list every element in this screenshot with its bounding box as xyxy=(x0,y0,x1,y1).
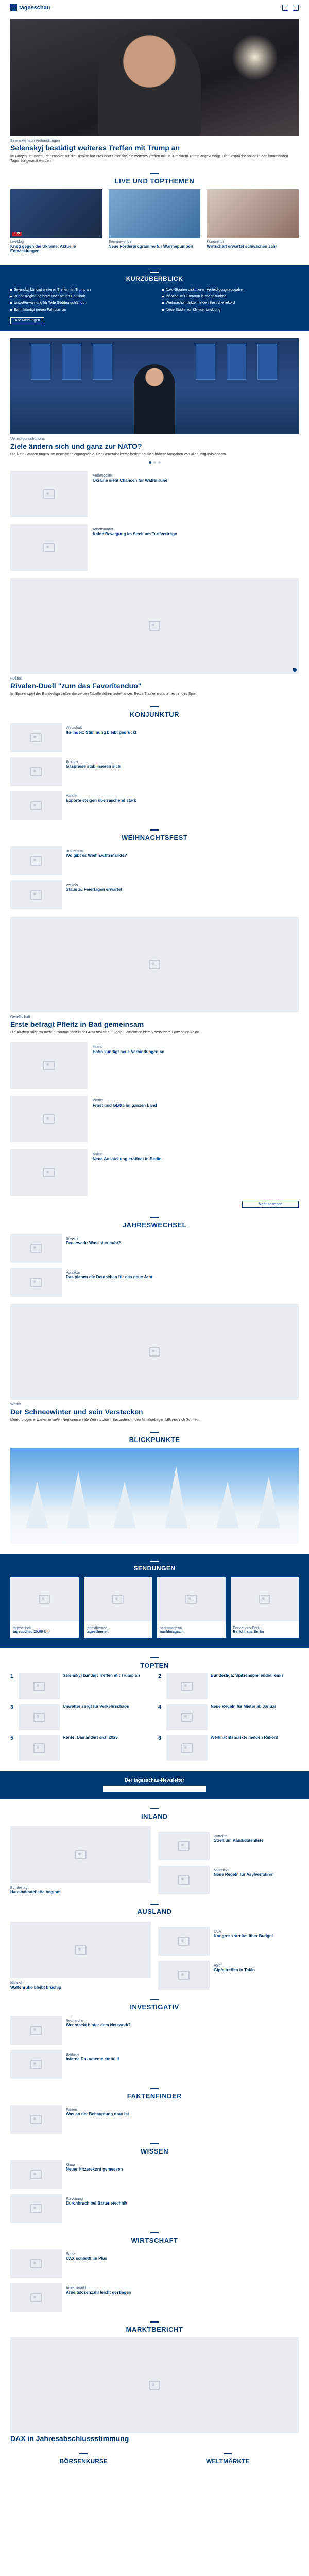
card-headline[interactable]: Bericht aus Berlin xyxy=(233,1630,264,1634)
flag-shape xyxy=(196,344,215,380)
image-icon xyxy=(149,2381,160,2390)
list-headline[interactable]: Gaspreise stabilisieren sich xyxy=(66,764,121,769)
image-icon xyxy=(43,543,55,552)
nato-image[interactable] xyxy=(10,338,299,434)
image-placeholder xyxy=(10,2283,62,2312)
topten-item[interactable] xyxy=(158,1704,299,1730)
broadcast-card[interactable] xyxy=(231,1577,299,1638)
list-item[interactable] xyxy=(10,846,299,875)
image-icon xyxy=(178,1937,190,1946)
tree-shape xyxy=(113,1482,136,1528)
topten-headline[interactable]: Unwetter sorgt für Verkehrschaos xyxy=(63,1704,129,1709)
list-headline[interactable]: Durchbruch bei Batterietechnik xyxy=(66,2201,128,2206)
image-placeholder xyxy=(166,1735,208,1761)
flag-shape xyxy=(62,344,81,380)
card-topline: tagesthemen xyxy=(86,1626,107,1631)
hero-headline[interactable]: Selenskyj bestätigt weiteres Treffen mit Trump an xyxy=(10,144,180,152)
image-placeholder xyxy=(10,2050,62,2079)
card-topline: tagesschau xyxy=(13,1626,31,1631)
rivalen-image[interactable] xyxy=(10,578,299,674)
list-headline[interactable]: Wo gibt es Weihnachtsmärkte? xyxy=(66,853,127,858)
image-placeholder xyxy=(10,1922,151,1978)
carousel-pager[interactable] xyxy=(10,461,299,464)
image-icon xyxy=(75,1850,87,1859)
image-icon xyxy=(33,1682,45,1691)
teaser-topline: Kultur xyxy=(93,1152,102,1156)
nato-topline: Verteidigungsbündnis xyxy=(10,437,45,442)
live-headline[interactable]: Neue Förderprogramme für Wärmepumpen xyxy=(108,244,193,249)
list-item[interactable] xyxy=(10,880,299,909)
list-topline: Migration xyxy=(214,1869,229,1873)
newsletter-title: Der tagesschau-Newsletter xyxy=(125,1777,184,1783)
live-badge: LIVE xyxy=(12,232,22,236)
card-topline: Bericht aus Berlin xyxy=(233,1626,262,1631)
list-item[interactable] xyxy=(10,723,299,752)
list-headline[interactable]: Was an der Behauptung dran ist xyxy=(66,2112,129,2117)
image-placeholder xyxy=(10,1149,88,1196)
image-icon xyxy=(43,1061,55,1070)
wissen-title: WISSEN xyxy=(10,2143,299,2155)
image-icon xyxy=(30,1278,42,1287)
hero-text: Im Ringen um einen Friedensplan für die Ukraine hat Präsident Selenskyj ein weiteres Treffen mit US-Präsident Trump angekündigt. Die Gespräche sollen in den kommenden Tagen fortgesetzt werden. xyxy=(10,154,288,163)
tree-shape xyxy=(216,1482,239,1528)
tab-boersenkurse[interactable]: BÖRSENKURSE xyxy=(60,2453,108,2465)
image-icon xyxy=(30,856,42,866)
topten-item[interactable] xyxy=(158,1735,299,1761)
image-icon xyxy=(178,1841,190,1851)
list-topline: Recherche xyxy=(66,2019,83,2023)
image-icon xyxy=(30,2060,42,2069)
live-section-title: LIVE UND TOPTHEMEN xyxy=(10,173,299,185)
image-icon xyxy=(178,1875,190,1885)
teaser-topline: Arbeitsmarkt xyxy=(93,528,113,532)
market-tabs xyxy=(10,2453,299,2465)
image-placeholder xyxy=(158,1927,210,1956)
rank-number: 5 xyxy=(10,1735,14,1742)
broadcast-card[interactable] xyxy=(157,1577,226,1638)
image-placeholder xyxy=(10,524,88,571)
teaser-topline: Wetter xyxy=(93,1098,104,1103)
image-placeholder xyxy=(158,1832,210,1860)
list-headline[interactable]: Exporte steigen überraschend stark xyxy=(66,798,136,803)
flag-shape xyxy=(258,344,277,380)
image-icon xyxy=(259,1595,270,1604)
image-icon xyxy=(39,1595,50,1604)
logo[interactable] xyxy=(10,4,50,11)
image-icon xyxy=(149,1347,160,1357)
card-headline[interactable]: nachtmagazin xyxy=(160,1630,184,1634)
image-icon xyxy=(33,1713,45,1722)
topten-item[interactable] xyxy=(10,1735,151,1761)
flag-shape xyxy=(93,344,112,380)
kb-item[interactable]: Bahn kündigt neuen Fahrplan an xyxy=(10,308,147,312)
list-topline: Wirtschaft xyxy=(66,726,82,730)
image-icon xyxy=(149,960,160,969)
kb-item[interactable]: Inflation im Euroraum leicht gesunken xyxy=(162,294,299,299)
image-placeholder xyxy=(10,1577,79,1621)
sendungen-band xyxy=(0,1554,309,1648)
image-placeholder xyxy=(10,2194,62,2223)
image-placeholder xyxy=(10,723,62,752)
rank-number: 4 xyxy=(158,1704,162,1711)
list-topline: Klima xyxy=(66,2163,75,2167)
image-placeholder xyxy=(166,1673,208,1699)
list-headline[interactable]: Arbeitslosenzahl leicht gestiegen xyxy=(66,2290,131,2295)
video-icon xyxy=(293,668,297,672)
image-placeholder xyxy=(10,1268,62,1297)
kb-item[interactable]: Weihnachtsmärkte melden Besucherrekord xyxy=(162,301,299,306)
image-icon xyxy=(181,1682,193,1691)
image-placeholder xyxy=(10,1096,88,1142)
topten-headline[interactable]: Neue Regeln für Mieter ab Januar xyxy=(211,1704,277,1709)
schnee-image[interactable] xyxy=(10,1304,299,1400)
konjunktur-title: KONJUNKTUR xyxy=(10,706,299,718)
list-headline[interactable]: Ifo-Index: Stimmung bleibt gedrückt xyxy=(66,730,136,735)
schnee-topline: Wetter xyxy=(10,1402,21,1406)
weihnacht-title: WEIHNACHTSFEST xyxy=(10,829,299,841)
kb-item[interactable]: Selenskyj kündigt weiteres Treffen mit Trump an xyxy=(10,287,147,292)
live-item[interactable] xyxy=(207,189,299,254)
list-headline[interactable]: Wer steckt hinter dem Netzwerk? xyxy=(66,2023,131,2028)
kirche-image[interactable] xyxy=(10,917,299,1012)
list-headline[interactable]: Interne Dokumente enthüllt xyxy=(66,2057,119,2062)
marktbericht-image[interactable] xyxy=(10,2337,299,2433)
image-placeholder xyxy=(10,880,62,909)
list-item[interactable] xyxy=(158,1961,299,1990)
tree-shape xyxy=(67,1471,90,1528)
image-placeholder xyxy=(10,2249,62,2278)
card-headline[interactable]: tagesthemen xyxy=(86,1630,109,1634)
teaser-row[interactable] xyxy=(10,1096,299,1142)
blickpunkte-title: BLICKPUNKTE xyxy=(10,1432,299,1444)
teaser-row[interactable] xyxy=(10,1149,299,1196)
list-topline: Fakten xyxy=(66,2108,77,2112)
teaser-topline: Außenpolitik xyxy=(93,474,113,478)
main-content xyxy=(10,19,299,254)
image-placeholder xyxy=(19,1673,60,1699)
list-topline: Verkehr xyxy=(66,883,79,887)
list-headline[interactable]: Streit um Kandidatenliste xyxy=(214,1838,264,1843)
live-headline[interactable]: Wirtschaft erwartet schwaches Jahr xyxy=(207,244,277,249)
teaser-row[interactable] xyxy=(10,471,299,517)
image-icon xyxy=(149,621,160,631)
list-headline[interactable]: Kongress streitet über Budget xyxy=(214,1934,273,1939)
image-icon xyxy=(75,1945,87,1955)
list-headline[interactable]: Das planen die Deutschen für das neue Jahr xyxy=(66,1274,153,1279)
list-topline: Börse xyxy=(66,2252,76,2257)
image-icon xyxy=(30,2259,42,2268)
image-icon xyxy=(112,1595,124,1604)
faktenfinder-title: FAKTENFINDER xyxy=(10,2088,299,2100)
lead-topline: Bundestag xyxy=(10,1886,28,1890)
list-headline[interactable]: Feuerwerk: Was ist erlaubt? xyxy=(66,1240,121,1245)
lead-headline[interactable]: Waffenruhe bleibt brüchig xyxy=(10,1985,61,1990)
list-item[interactable] xyxy=(10,1268,299,1297)
kb-item[interactable]: Neue Studie zur Klimaentwicklung xyxy=(162,308,299,312)
topten-headline[interactable]: Weihnachtsmärkte melden Rekord xyxy=(211,1735,279,1740)
image-placeholder xyxy=(10,757,62,786)
live-item[interactable] xyxy=(109,189,201,254)
image-placeholder xyxy=(10,791,62,820)
list-topline: Energie xyxy=(66,760,79,764)
list-topline: Arbeitsmarkt xyxy=(66,2286,87,2291)
live-row xyxy=(10,189,299,254)
topten-headline[interactable]: Rente: Das ändert sich 2025 xyxy=(63,1735,118,1740)
list-item[interactable] xyxy=(10,2160,299,2189)
image-icon xyxy=(43,1168,55,1177)
topten-item[interactable] xyxy=(10,1704,151,1730)
hero-image[interactable] xyxy=(10,19,299,136)
image-icon xyxy=(181,1743,193,1753)
image-placeholder xyxy=(10,1234,62,1263)
rank-number: 3 xyxy=(10,1704,14,1711)
rank-number: 1 xyxy=(10,1673,14,1680)
teaser-topline: Inland xyxy=(93,1045,103,1049)
more-button[interactable]: Mehr anzeigen xyxy=(242,1201,299,1208)
image-icon xyxy=(185,1595,197,1604)
image-placeholder xyxy=(84,1577,152,1621)
teaser-headline[interactable]: Bahn kündigt neue Verbindungen an xyxy=(93,1049,165,1054)
list-item[interactable] xyxy=(10,2194,299,2223)
newsletter-email-input[interactable] xyxy=(103,1786,206,1792)
list-item[interactable] xyxy=(158,1866,299,1894)
list-topline: Brauchtum xyxy=(66,849,83,853)
image-icon xyxy=(30,733,42,742)
teaser-headline[interactable]: Frost und Glätte im ganzen Land xyxy=(93,1103,157,1108)
search-icon[interactable] xyxy=(282,5,288,11)
lead-topline: Nahost xyxy=(10,1981,22,1986)
kb-item[interactable]: Bundesregierung berät über neuen Haushalt xyxy=(10,294,147,299)
live-topline: Konjunktur xyxy=(207,240,224,244)
list-item[interactable] xyxy=(10,1234,299,1263)
jahreswechsel-title: JAHRESWECHSEL xyxy=(10,1217,299,1229)
list-topline: Asien xyxy=(214,1964,223,1968)
live-image xyxy=(10,189,102,238)
image-placeholder xyxy=(166,1704,208,1730)
image-placeholder xyxy=(157,1577,226,1621)
image-placeholder xyxy=(10,2016,62,2045)
kurzueberblick-title: KURZÜBERBLICK xyxy=(10,272,299,282)
image-icon xyxy=(30,1244,42,1253)
image-placeholder xyxy=(10,846,62,875)
list-item[interactable] xyxy=(10,2283,299,2312)
list-topline: Exklusiv xyxy=(66,2053,79,2057)
topten-item[interactable] xyxy=(10,1673,151,1699)
blickpunkte-image[interactable] xyxy=(10,1448,299,1544)
image-icon xyxy=(30,801,42,810)
topten-headline[interactable]: Selenskyj kündigt Treffen mit Trump an xyxy=(63,1673,140,1679)
menu-icon[interactable] xyxy=(293,5,299,11)
image-icon xyxy=(43,1114,55,1124)
card-headline[interactable]: tagesschau 20:00 Uhr xyxy=(13,1630,50,1634)
list-topline: Parteien xyxy=(214,1835,228,1839)
teaser-headline[interactable]: Keine Bewegung im Streit um Tarifverträge xyxy=(93,532,177,537)
lead-headline[interactable]: Haushaltsdebatte beginnt xyxy=(10,1890,61,1895)
image-placeholder xyxy=(19,1704,60,1730)
live-image xyxy=(207,189,299,238)
list-item[interactable] xyxy=(10,791,299,820)
image-icon xyxy=(30,890,42,900)
hero-topline: Selenskyj nach Verhandlungen xyxy=(10,139,60,143)
all-news-button[interactable]: Alle Meldungen xyxy=(10,317,44,324)
list-topline: Forschung xyxy=(66,2197,83,2201)
list-headline[interactable]: DAX schließt im Plus xyxy=(66,2256,108,2261)
tree-shape xyxy=(165,1466,187,1528)
rank-number: 6 xyxy=(158,1735,162,1742)
rivalen-topline: Fußball xyxy=(10,677,23,681)
newsletter-band xyxy=(0,1771,309,1799)
tab-weltmaerkte[interactable]: WELTMÄRKTE xyxy=(206,2453,249,2465)
image-icon xyxy=(43,489,55,499)
schnee-headline[interactable]: Der Schneewinter und sein Verstecken xyxy=(10,1407,143,1416)
rivalen-text: Im Spitzenspiel der Bundesliga treffen die beiden Tabellenführer aufeinander. Beide Trainer erwarten ein enges Spiel. xyxy=(10,692,198,697)
live-item[interactable] xyxy=(10,189,102,254)
nato-text: Die Nato-Staaten ringen um neue Verteidigungsziele. Der Generalsekretär fordert deutlich höhere Ausgaben von allen Mitgliedsländern. xyxy=(10,453,227,457)
teaser-row[interactable] xyxy=(10,524,299,571)
image-icon xyxy=(178,1971,190,1980)
ausland-title: AUSLAND xyxy=(10,1904,299,1916)
broadcast-card[interactable] xyxy=(84,1577,152,1638)
logo-text: tagesschau xyxy=(19,4,50,11)
nato-person xyxy=(134,364,175,434)
kirche-topline: Gesellschaft xyxy=(10,1015,30,1019)
marktbericht-headline[interactable]: DAX in Jahresabschlussstimmung xyxy=(10,2434,129,2443)
list-topline: Vorsätze xyxy=(66,1270,80,1275)
tree-shape xyxy=(258,1477,280,1528)
kirche-text: Die Kirchen rufen zu mehr Zusammenhalt in der Adventszeit auf. Viele Gemeinden bieten besondere Gottesdienste an. xyxy=(10,1030,200,1035)
live-image xyxy=(109,189,201,238)
kb-item[interactable]: Nato-Staaten diskutieren Verteidigungsausgaben xyxy=(162,287,299,292)
inland-title: INLAND xyxy=(10,1808,299,1820)
list-item[interactable] xyxy=(10,757,299,786)
flag-shape xyxy=(31,344,50,380)
hero-image-light xyxy=(232,34,278,80)
list-item[interactable] xyxy=(10,2016,299,2045)
image-placeholder xyxy=(158,1866,210,1894)
image-placeholder xyxy=(10,471,88,517)
image-icon xyxy=(30,2204,42,2213)
list-item[interactable] xyxy=(158,1927,299,1956)
kurzueberblick-band xyxy=(0,265,309,331)
live-topline: Liveblog xyxy=(10,240,24,244)
image-placeholder xyxy=(10,1042,88,1089)
wirtschaft-title: WIRTSCHAFT xyxy=(10,2232,299,2244)
image-icon xyxy=(30,2170,42,2179)
top-navigation-bar xyxy=(0,0,309,15)
image-placeholder xyxy=(10,2105,62,2134)
rank-number: 2 xyxy=(158,1673,162,1680)
sendungen-title: SENDUNGEN xyxy=(10,1561,299,1572)
nato-headline[interactable]: Ziele ändern sich und ganz zur NATO? xyxy=(10,442,142,451)
kb-item[interactable]: Unwetterwarnung für Teile Süddeutschlands xyxy=(10,301,147,306)
marktbericht-title: MARKTBERICHT xyxy=(10,2321,299,2333)
hero-image-person xyxy=(98,29,201,136)
image-placeholder xyxy=(158,1961,210,1990)
list-headline[interactable]: Neue Regeln für Asylverfahren xyxy=(214,1872,274,1877)
image-icon xyxy=(181,1713,193,1722)
topten-title: TOPTEN xyxy=(10,1657,299,1669)
image-icon xyxy=(30,2026,42,2035)
teaser-headline[interactable]: Ukraine sieht Chancen für Waffenruhe xyxy=(93,478,168,483)
list-item[interactable] xyxy=(10,2105,299,2134)
tagesschau-logo-icon xyxy=(10,4,17,11)
broadcast-card[interactable] xyxy=(10,1577,79,1638)
flag-shape xyxy=(227,344,246,380)
card-topline: nachtmagazin xyxy=(160,1626,182,1631)
live-topline: Energiewende xyxy=(108,240,132,244)
inland-lead[interactable] xyxy=(10,1826,151,1894)
list-topline: USA xyxy=(214,1930,221,1934)
rivalen-headline[interactable]: Rivalen-Duell "zum das Favoritenduo" xyxy=(10,682,142,690)
live-headline[interactable]: Krieg gegen die Ukraine: Aktuelle Entwicklungen xyxy=(10,244,76,254)
list-item[interactable] xyxy=(158,1832,299,1860)
investigativ-title: INVESTIGATIV xyxy=(10,1999,299,2011)
list-topline: Handel xyxy=(66,794,78,798)
schnee-text: Meteorologen erwarten in vielen Regionen weiße Weihnachten. Besonders in den Mittelgebirgen fällt reichlich Schnee. xyxy=(10,1418,200,1422)
image-placeholder xyxy=(10,1826,151,1883)
tree-shape xyxy=(26,1482,48,1528)
list-headline[interactable]: Gipfeltreffen in Tokio xyxy=(214,1968,255,1973)
image-icon xyxy=(30,2115,42,2124)
image-placeholder xyxy=(231,1577,299,1621)
list-headline[interactable]: Staus zu Feiertagen erwartet xyxy=(66,887,122,892)
teaser-headline[interactable]: Neue Ausstellung eröffnet in Berlin xyxy=(93,1156,162,1161)
image-icon xyxy=(30,767,42,776)
topten-headline[interactable]: Bundesliga: Spitzenspiel endet remis xyxy=(211,1673,284,1679)
topten-item[interactable] xyxy=(158,1673,299,1699)
list-topline: Silvester xyxy=(66,1236,80,1241)
teaser-row[interactable] xyxy=(10,1042,299,1089)
image-placeholder xyxy=(10,2160,62,2189)
list-item[interactable] xyxy=(10,2249,299,2278)
list-headline[interactable]: Neuer Hitzerekord gemessen xyxy=(66,2167,123,2172)
list-item[interactable] xyxy=(10,2050,299,2079)
image-icon xyxy=(30,2293,42,2302)
kirche-headline[interactable]: Erste befragt Pfleitz in Bad gemeinsam xyxy=(10,1020,144,1028)
image-icon xyxy=(33,1743,45,1753)
image-placeholder xyxy=(19,1735,60,1761)
ausland-lead[interactable] xyxy=(10,1922,151,1990)
